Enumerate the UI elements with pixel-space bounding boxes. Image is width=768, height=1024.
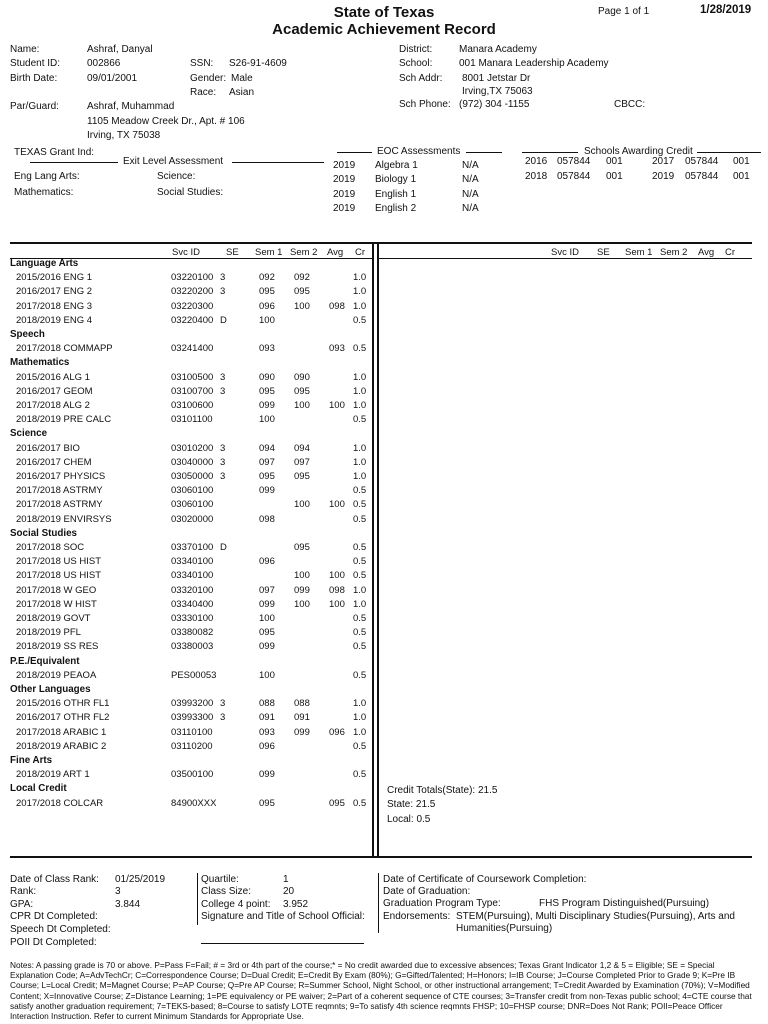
course-svc: 03993200 — [171, 698, 214, 710]
col-header-avg: Avg — [327, 247, 344, 258]
quartile-value: 1 — [283, 874, 289, 885]
course-course: 2017/2018 W HIST — [16, 598, 97, 610]
course-se: 3 — [220, 712, 226, 724]
course-sem1: 097 — [259, 456, 275, 468]
section-heading: Local Credit — [10, 783, 67, 795]
guardian-name: Ashraf, Muhammad — [87, 101, 175, 112]
course-cr: 1.0 — [353, 272, 367, 284]
course-sem1: 095 — [259, 471, 275, 482]
course-svc: 03380003 — [171, 641, 214, 653]
course-svc: 03220200 — [171, 286, 214, 298]
section-heading: Fine Arts — [10, 755, 53, 766]
ssn-label: SSN: — [190, 58, 214, 69]
course-course: 2017/2018 SOC — [16, 542, 85, 553]
student-id-label: Student ID: — [10, 58, 61, 69]
eoc-subject: English 2 — [375, 202, 417, 214]
course-row — [0, 741, 372, 755]
course-cr: 1.0 — [353, 584, 367, 596]
class-size-label: Class Size: — [201, 886, 252, 897]
course-svc: 84900XXX — [171, 797, 217, 809]
right-col-header-sem2: Sem 2 — [660, 247, 688, 258]
course-course: 2016/2017 BIO — [16, 442, 80, 454]
course-cr: 0.5 — [353, 570, 367, 582]
endorsements-line2: Humanities(Pursuing) — [456, 923, 553, 934]
course-se: 3 — [220, 272, 226, 284]
signature-label: Signature and Title of School Official: — [201, 911, 365, 922]
course-course: 2018/2019 ART 1 — [16, 769, 90, 781]
course-svc: 03110200 — [171, 740, 213, 752]
course-svc: 03100600 — [171, 400, 214, 411]
course-svc: PES00053 — [171, 669, 217, 681]
course-cr: 0.5 — [353, 627, 367, 639]
gender-value: Male — [231, 73, 253, 84]
eoc-year: 2019 — [333, 202, 356, 214]
course-course: 2016/2017 GEOM — [16, 385, 93, 397]
college-point-label: College 4 point: — [201, 899, 271, 910]
course-row — [0, 272, 372, 286]
course-cr: 1.0 — [353, 598, 367, 610]
course-row — [0, 443, 372, 457]
course-course: 2017/2018 US HIST — [16, 570, 102, 582]
texas-grant-label: TEXAS Grant Ind: — [14, 147, 95, 158]
course-cr: 0.5 — [353, 414, 367, 426]
course-svc: 03050000 — [171, 471, 214, 482]
credit-totals-state: Credit Totals(State): 21.5 — [387, 785, 498, 796]
course-svc: 03320100 — [171, 584, 214, 596]
course-course: 2015/2016 OTHR FL1 — [16, 698, 110, 710]
course-row — [0, 599, 372, 613]
exit-level-label: Exit Level Assessment — [123, 156, 224, 167]
course-course: 2018/2019 PFL — [16, 627, 81, 639]
course-se: 3 — [220, 442, 226, 454]
schools-awarding-credit-label: Schools Awarding Credit — [584, 146, 693, 157]
course-course: 2018/2019 ENG 4 — [16, 314, 93, 326]
course-sem1: 099 — [259, 641, 275, 653]
course-row — [0, 613, 372, 627]
page-indicator: Page 1 of 1 — [598, 6, 650, 17]
award-cell: 001 — [606, 156, 623, 167]
course-sem1: 100 — [259, 613, 275, 624]
course-svc: 03060100 — [171, 499, 214, 511]
course-row — [0, 343, 372, 357]
course-sem1: 093 — [259, 343, 275, 355]
school-address-label: Sch Addr: — [399, 73, 443, 84]
course-course: 2017/2018 ALG 2 — [16, 400, 90, 411]
course-sem1: 095 — [259, 627, 275, 639]
course-cr: 1.0 — [353, 442, 367, 454]
course-course: 2017/2018 W GEO — [16, 584, 97, 596]
course-course: 2015/2016 ALG 1 — [16, 371, 90, 383]
class-size-value: 20 — [283, 886, 295, 897]
eoc-year: 2019 — [333, 174, 356, 186]
course-sem1: 100 — [259, 314, 275, 326]
col-header-sem2: Sem 2 — [290, 247, 318, 258]
grading-notes: Notes: A passing grade is 70 or above. P=Pass F=Fail; # = 3rd or 4th part of the course;* = No credit awarded due to excessive absences; Texas Grant Indicator 1,2 & 5 = Eligible; SE = Special Explanation Code; A=AdvTechCr; C=Correspondence Course; D=Dual Credit; E=Credit By Exam (80%); G=Gifted/Talented; H=Honors; I=IB Course; J=Course Completed Prior to Grade 9; K=Pre IB Course; L=Local Credit; M=Magnet Course; P=AP Course; Q=Pre AP Course; R=Summer School, Night School, or other instructional arrangement; T=Credit Awarded by Examination (70%); V=Modified Content; X=Innovative Course; Z=Distance Learning; 1=PE equivalency or PE waiver; 2=Part of a coherent sequence of CTE courses; 3=Transfer credit from non-Texas public school; 4=CTE course that satisfy another graduation requirement; 7=TEKS-based; 8=Course to satisfy LOTE reqmnts; 9=To satisfy 4th science reqmnts FHSP; 10=FHSP course; DNR=Does Not Rank; POII=Peace Officer Interaction Instruction. Refer to current Minimum Standards for Appropriate Use. — [10, 960, 752, 1022]
course-cr: 0.5 — [353, 613, 367, 624]
course-cr: 0.5 — [353, 769, 367, 781]
course-svc: 03110100 — [171, 726, 213, 738]
course-sem1: 090 — [259, 371, 275, 383]
eoc-result: N/A — [462, 202, 479, 214]
social-studies-label: Social Studies: — [157, 187, 224, 198]
course-sem2: 100 — [294, 400, 310, 411]
report-date: 1/28/2019 — [700, 4, 752, 16]
document-subtitle: Academic Achievement Record — [272, 21, 496, 38]
course-course: 2017/2018 US HIST — [16, 556, 102, 568]
course-sem1: 100 — [259, 414, 275, 426]
course-sem2: 090 — [294, 371, 310, 383]
course-sem2: 099 — [294, 584, 310, 596]
eoc-result: N/A — [462, 174, 479, 186]
course-row — [0, 315, 372, 329]
course-cr: 0.5 — [353, 542, 367, 553]
birth-date: 09/01/2001 — [87, 73, 138, 84]
course-sem1: 095 — [259, 385, 275, 397]
student-name: Ashraf, Danyal — [87, 44, 153, 55]
course-sem2: 100 — [294, 300, 310, 312]
course-svc: 03500100 — [171, 769, 214, 781]
right-col-header-svc-id: Svc ID — [551, 247, 579, 258]
course-se: D — [220, 314, 227, 326]
course-avg: 100 — [329, 400, 345, 411]
course-avg: 100 — [329, 570, 345, 582]
course-sem2: 100 — [294, 570, 310, 582]
course-cr: 0.5 — [353, 797, 367, 809]
course-cr: 1.0 — [353, 471, 367, 482]
cbcc-label: CBCC: — [614, 99, 646, 110]
course-sem2: 095 — [294, 385, 310, 397]
course-svc: 03220100 — [171, 272, 214, 284]
course-cr: 0.5 — [353, 513, 367, 525]
science-label: Science: — [157, 171, 196, 182]
course-row — [0, 641, 372, 655]
course-svc: 03220400 — [171, 314, 214, 326]
school-phone-label: Sch Phone: — [399, 99, 451, 110]
course-sem1: 091 — [259, 712, 275, 724]
course-row — [0, 627, 372, 641]
course-svc: 03241400 — [171, 343, 214, 355]
course-sem2: 099 — [294, 726, 310, 738]
course-cr: 0.5 — [353, 740, 367, 752]
course-row — [0, 386, 372, 400]
speech-completed-label: Speech Dt Completed: — [10, 924, 111, 935]
eoc-year: 2019 — [333, 160, 356, 171]
course-cr: 1.0 — [353, 456, 367, 468]
course-avg: 096 — [329, 726, 345, 738]
course-row — [0, 670, 372, 684]
award-cell: 001 — [733, 170, 750, 182]
course-cr: 0.5 — [353, 556, 367, 568]
course-sem2: 100 — [294, 598, 310, 610]
course-se: 3 — [220, 456, 226, 468]
eoc-subject: Algebra 1 — [375, 160, 418, 171]
course-svc: 03370100 — [171, 542, 214, 553]
graduation-date-label: Date of Graduation: — [383, 886, 471, 897]
course-sem2: 100 — [294, 499, 310, 511]
graduation-program-value: FHS Program Distinguished(Pursuing) — [539, 898, 710, 909]
course-avg: 100 — [329, 598, 345, 610]
section-heading: P.E./Equivalent — [10, 655, 80, 667]
course-avg: 098 — [329, 300, 345, 312]
course-course: 2017/2018 ARABIC 1 — [16, 726, 107, 738]
col-header-svc-id: Svc ID — [172, 247, 200, 258]
school-phone: (972) 304 -1155 — [459, 99, 530, 110]
course-sem1: 099 — [259, 485, 275, 497]
course-sem1: 099 — [259, 598, 275, 610]
course-svc: 03020000 — [171, 513, 214, 525]
award-cell: 001 — [733, 156, 750, 167]
section-heading: Other Languages — [10, 684, 91, 695]
table-divider-right — [377, 242, 379, 858]
course-cr: 0.5 — [353, 314, 367, 326]
course-se: 3 — [220, 385, 226, 397]
course-se: 3 — [220, 471, 226, 482]
rank-label: Rank: — [10, 886, 37, 897]
course-course: 2018/2019 ARABIC 2 — [16, 740, 107, 752]
gpa-value: 3.844 — [115, 899, 141, 910]
course-row — [0, 769, 372, 783]
course-svc: 03340100 — [171, 570, 214, 582]
course-row — [0, 514, 372, 528]
gender-label: Gender: — [190, 73, 227, 84]
course-sem2: 088 — [294, 698, 310, 710]
table-top-rule — [10, 242, 752, 244]
col-header-sem1: Sem 1 — [255, 247, 283, 258]
course-course: 2017/2018 ASTRMY — [16, 499, 103, 511]
rank-value: 3 — [115, 886, 121, 897]
endorsements-label: Endorsements: — [383, 911, 451, 922]
right-col-header-cr: Cr — [725, 247, 736, 258]
course-svc: 03010200 — [171, 442, 214, 454]
award-cell: 057844 — [557, 156, 591, 167]
race-value: Asian — [229, 87, 255, 98]
course-sem2: 091 — [294, 712, 310, 724]
guardian-label: Par/Guard: — [10, 101, 59, 112]
course-course: 2018/2019 ENVIRSYS — [16, 513, 112, 525]
quartile-label: Quartile: — [201, 874, 239, 885]
class-rank-date: 01/25/2019 — [115, 874, 166, 885]
course-course: 2016/2017 OTHR FL2 — [16, 712, 110, 724]
course-cr: 0.5 — [353, 485, 367, 497]
cpr-label: CPR Dt Completed: — [10, 911, 98, 922]
col-header-cr: Cr — [355, 247, 366, 258]
course-svc: 03220300 — [171, 300, 214, 312]
district-value: Manara Academy — [459, 44, 537, 55]
student-id: 002866 — [87, 58, 121, 69]
course-svc: 03100500 — [171, 371, 214, 383]
course-row — [0, 556, 372, 570]
birth-date-label: Birth Date: — [10, 73, 58, 84]
col-header-se: SE — [226, 247, 239, 258]
course-cr: 0.5 — [353, 343, 367, 355]
course-sem1: 093 — [259, 726, 275, 738]
section-heading: Science — [10, 428, 48, 440]
course-sem1: 099 — [259, 400, 275, 411]
right-col-header-sem1: Sem 1 — [625, 247, 653, 258]
award-cell: 2019 — [652, 170, 675, 182]
award-cell: 057844 — [685, 156, 719, 167]
course-course: 2017/2018 COLCAR — [16, 797, 104, 809]
award-cell: 057844 — [685, 170, 719, 182]
course-course: 2017/2018 ASTRMY — [16, 485, 103, 497]
course-cr: 0.5 — [353, 499, 367, 511]
guardian-address-line2: Irving, TX 75038 — [87, 130, 161, 141]
course-sem2: 094 — [294, 442, 310, 454]
race-label: Race: — [190, 87, 217, 98]
course-cr: 1.0 — [353, 286, 367, 298]
course-row — [0, 542, 372, 556]
course-cr: 1.0 — [353, 400, 367, 411]
course-course: 2018/2019 PEAOA — [16, 669, 97, 681]
school-address-line2: Irving,TX 75063 — [462, 86, 533, 97]
course-cr: 1.0 — [353, 698, 367, 710]
course-se: 3 — [220, 698, 226, 710]
course-course: 2018/2019 SS RES — [16, 641, 99, 653]
course-svc: 03100700 — [171, 385, 214, 397]
eoc-result: N/A — [462, 160, 479, 171]
guardian-address-line1: 1105 Meadow Creek Dr., Apt. # 106 — [87, 116, 245, 127]
credit-local: Local: 0.5 — [387, 814, 431, 825]
course-se: 3 — [220, 286, 226, 298]
course-course: 2015/2016 ENG 1 — [16, 272, 93, 284]
right-col-header-se: SE — [597, 247, 610, 258]
course-cr: 0.5 — [353, 641, 367, 653]
eng-lang-arts-label: Eng Lang Arts: — [14, 171, 80, 182]
award-cell: 2018 — [525, 170, 548, 182]
award-cell: 001 — [606, 170, 623, 182]
course-svc: 03060100 — [171, 485, 214, 497]
mathematics-label: Mathematics: — [14, 187, 74, 198]
course-row — [0, 372, 372, 386]
course-svc: 03340400 — [171, 598, 214, 610]
course-cr: 1.0 — [353, 385, 367, 397]
course-row — [0, 698, 372, 712]
course-row — [0, 499, 372, 513]
course-row — [0, 414, 372, 428]
course-row — [0, 798, 372, 812]
award-cell: 2016 — [525, 156, 548, 167]
eoc-year: 2019 — [333, 188, 356, 200]
course-sem2: 095 — [294, 471, 310, 482]
school-label: School: — [399, 58, 433, 69]
course-se: D — [220, 542, 227, 553]
signature-line — [201, 943, 364, 944]
award-cell: 2017 — [652, 156, 675, 167]
course-se: 3 — [220, 371, 226, 383]
name-label: Name: — [10, 44, 40, 55]
right-col-header-avg: Avg — [698, 247, 715, 258]
course-course: 2018/2019 GOVT — [16, 613, 91, 624]
course-row — [0, 727, 372, 741]
course-sem1: 095 — [259, 286, 275, 298]
school-value: 001 Manara Leadership Academy — [459, 58, 609, 69]
certificate-date-label: Date of Certificate of Coursework Completion: — [383, 874, 587, 885]
course-row — [0, 301, 372, 315]
course-row — [0, 485, 372, 499]
course-row — [0, 457, 372, 471]
course-row — [0, 286, 372, 300]
eoc-result: N/A — [462, 188, 479, 200]
school-address-line1: 8001 Jetstar Dr — [462, 73, 531, 84]
district-label: District: — [399, 44, 433, 55]
course-svc: 03380082 — [171, 627, 214, 639]
course-row — [0, 585, 372, 599]
course-avg: 100 — [329, 499, 345, 511]
course-course: 2016/2017 CHEM — [16, 456, 92, 468]
college-point-value: 3.952 — [283, 899, 309, 910]
course-sem1: 096 — [259, 556, 275, 568]
table-divider-left — [372, 242, 374, 858]
course-row — [0, 712, 372, 726]
ssn-value: S26-91-4609 — [229, 58, 287, 69]
course-svc: 03040000 — [171, 456, 214, 468]
course-svc: 03330100 — [171, 613, 214, 624]
course-cr: 0.5 — [353, 669, 367, 681]
course-cr: 1.0 — [353, 371, 367, 383]
course-sem2: 095 — [294, 286, 310, 298]
course-course: 2018/2019 PRE CALC — [16, 414, 112, 426]
gpa-label: GPA: — [10, 899, 34, 910]
section-heading: Social Studies — [10, 527, 77, 539]
course-svc: 03340100 — [171, 556, 214, 568]
award-cell: 057844 — [557, 170, 591, 182]
course-sem2: 092 — [294, 272, 310, 284]
course-sem1: 098 — [259, 513, 275, 525]
course-sem1: 100 — [259, 669, 275, 681]
course-sem2: 097 — [294, 456, 310, 468]
course-sem1: 099 — [259, 769, 275, 781]
course-course: 2017/2018 COMMAPP — [16, 343, 113, 355]
section-heading: Language Arts — [10, 258, 79, 269]
course-sem1: 094 — [259, 442, 275, 454]
endorsements-line1: STEM(Pursuing), Multi Disciplinary Studies(Pursuing), Arts and — [456, 911, 735, 922]
course-row — [0, 400, 372, 414]
section-heading: Speech — [10, 329, 45, 340]
course-sem1: 092 — [259, 272, 275, 284]
course-cr: 1.0 — [353, 300, 367, 312]
course-svc: 03993300 — [171, 712, 214, 724]
course-sem1: 096 — [259, 740, 275, 752]
course-row — [0, 570, 372, 584]
eoc-assessments-label: EOC Assessments — [377, 146, 461, 157]
credit-state: State: 21.5 — [387, 799, 436, 810]
course-course: 2016/2017 ENG 2 — [16, 286, 93, 298]
class-rank-date-label: Date of Class Rank: — [10, 874, 99, 885]
course-svc: 03101100 — [171, 414, 213, 426]
course-sem1: 096 — [259, 300, 275, 312]
eoc-subject: English 1 — [375, 188, 417, 200]
eoc-subject: Biology 1 — [375, 174, 417, 186]
course-row — [0, 471, 372, 485]
graduation-program-label: Graduation Program Type: — [383, 898, 501, 909]
document-title: State of Texas — [333, 4, 435, 21]
course-sem1: 088 — [259, 698, 275, 710]
poii-completed-label: POII Dt Completed: — [10, 937, 97, 948]
course-cr: 1.0 — [353, 712, 367, 724]
course-avg: 098 — [329, 584, 345, 596]
course-avg: 093 — [329, 343, 345, 355]
course-sem1: 095 — [259, 797, 275, 809]
section-heading: Mathematics — [10, 357, 70, 369]
course-course: 2017/2018 ENG 3 — [16, 300, 93, 312]
course-sem2: 095 — [294, 542, 310, 553]
course-avg: 095 — [329, 797, 345, 809]
table-bottom-rule — [10, 856, 752, 858]
course-course: 2016/2017 PHYSICS — [16, 471, 106, 482]
course-sem1: 097 — [259, 584, 275, 596]
course-cr: 1.0 — [353, 726, 367, 738]
